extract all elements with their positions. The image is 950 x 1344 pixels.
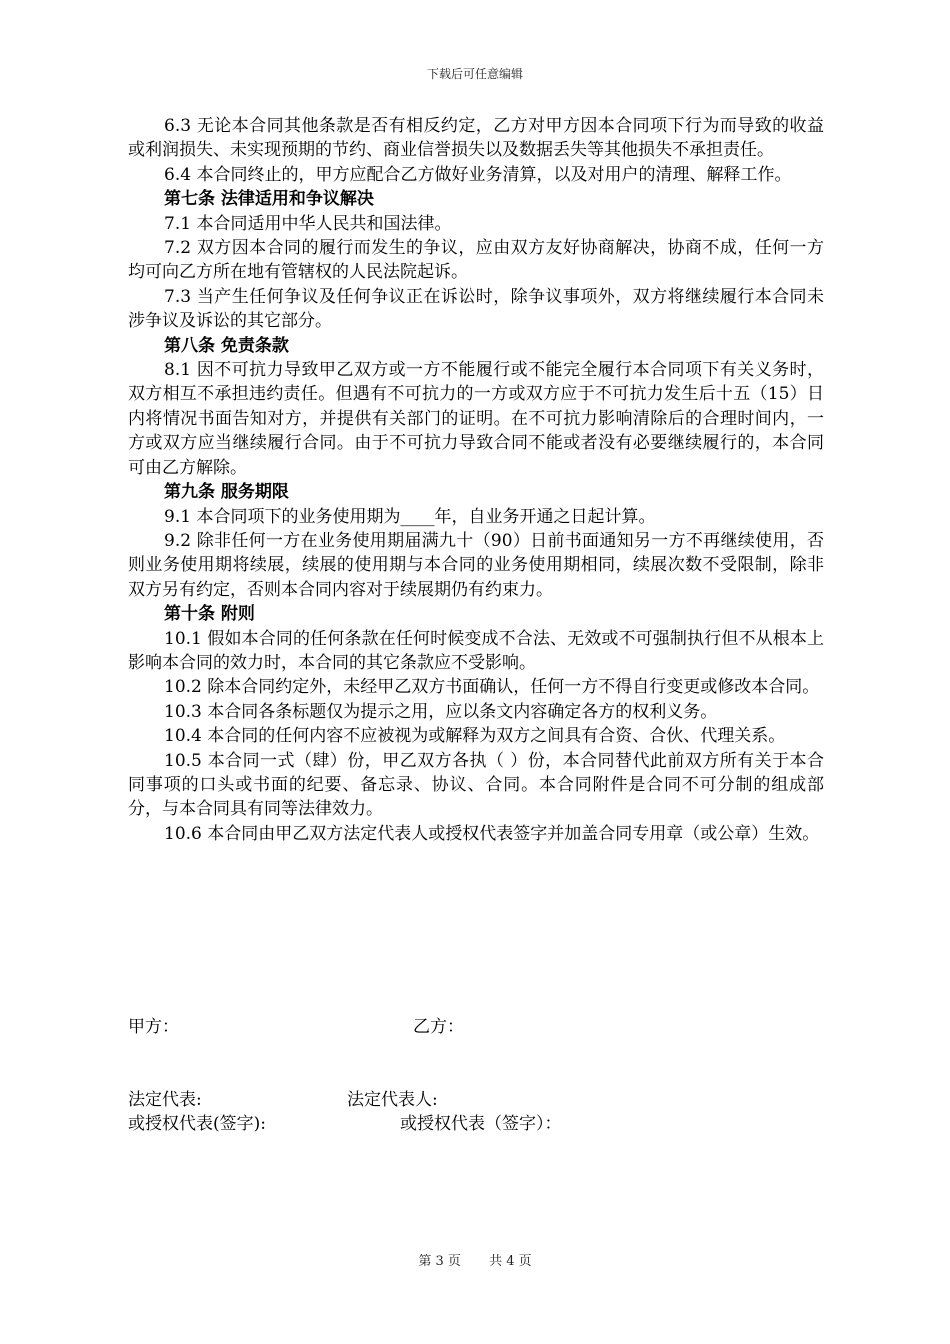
clause-9-1: 9.1 本合同项下的业务使用期为____年，自业务开通之日起计算。	[164, 506, 656, 527]
clause-10-3: 10.3 本合同各条标题仅为提示之用，应以条文内容确定各方的权利义务。	[164, 701, 718, 722]
clause-10-1: 10.1 假如本合同的任何条款在任何时候变成不合法、无效或不可强制执行但不从根本上影响本合同的效力时，本合同的其它条款应不受影响。	[128, 628, 824, 673]
contract-body	[128, 114, 824, 846]
article-7-heading: 第七条 法律适用和争议解决	[164, 189, 374, 210]
page-footer	[0, 1250, 950, 1269]
clause-8-1: 8.1 因不可抗力导致甲乙双方或一方不能履行或不能完全履行本合同项下有关义务时，双方相互不承担违约责任。但遇有不可抗力的一方或双方应于不可抗力发生后十五（15）日内将情况书面告知对方，并提供有关部门的证明。在不可抗力影响清除后的合理时间内，一方或双方应当继续履行合同。由于不可抗力导致合同不能或者没有必要继续履行的，本合同可由乙方解除。	[128, 360, 824, 478]
clause-7-1: 7.1 本合同适用中华人民共和国法律。	[164, 213, 452, 234]
clause-9-2: 9.2 除非任何一方在业务使用期届满九十（90）日前书面通知另一方不再继续使用，否则业务使用期将续展，续展的使用期与本合同的业务使用期相同，续展次数不受限制，除非双方另有约定，否则本合同内容对于续展期仍有约束力。	[128, 530, 824, 600]
clause-10-4: 10.4 本合同的任何内容不应被视为或解释为双方之间具有合资、合伙、代理关系。	[164, 726, 786, 747]
clause-7-3: 7.3 当产生任何争议及任何争议正在诉讼时，除争议事项外，双方将继续履行本合同未涉争议及诉讼的其它部分。	[128, 286, 824, 332]
article-10-heading: 第十条 附则	[164, 604, 255, 625]
article-8-heading: 第八条 免责条款	[164, 335, 289, 356]
auth-rep-b-label: 或授权代表（签字）：	[400, 1114, 562, 1134]
clause-10-5: 10.5 本合同一式（肆）份，甲乙双方各执（ ）份，本合同替代此前双方所有关于本合同事项的口头或书面的纪要、备忘录、协议、合同。本合同附件是合同不可分制的组成部分，与本合同具有同等法律效力。	[128, 750, 824, 820]
clause-10-2: 10.2 除本合同约定外，未经甲乙双方书面确认，任何一方不得自行变更或修改本合同。	[164, 677, 820, 698]
clause-7-2: 7.2 双方因本合同的履行而发生的争议，应由双方友好协商解决，协商不成，任何一方均可向乙方所在地有管辖权的人民法院起诉。	[128, 238, 824, 283]
auth-rep-a-label: 或授权代表(签字):	[128, 1114, 266, 1134]
clause-6-4: 6.4 本合同终止的，甲方应配合乙方做好业务清算，以及对用户的清理、解释工作。	[164, 164, 792, 185]
clause-10-6: 10.6 本合同由甲乙双方法定代表人或授权代表签字并加盖合同专用章（或公章）生效。	[164, 823, 820, 844]
article-9-heading: 第九条 服务期限	[164, 482, 289, 503]
page-total: 共 4 页	[489, 1254, 532, 1269]
legal-rep-a-label: 法定代表:	[128, 1090, 202, 1110]
party-b-label: 乙方：	[413, 1017, 464, 1037]
page-header: 下载后可任意编辑	[426, 67, 523, 81]
legal-rep-b-label: 法定代表人:	[347, 1090, 438, 1110]
party-a-label: 甲方：	[128, 1017, 179, 1037]
clause-6-3: 6.3 无论本合同其他条款是否有相反约定，乙方对甲方因本合同项下行为而导致的收益或利润损失、未实现预期的节约、商业信誉损失以及数据丢失等其他损失不承担责任。	[128, 116, 824, 161]
page-number: 第 3 页	[418, 1254, 461, 1269]
